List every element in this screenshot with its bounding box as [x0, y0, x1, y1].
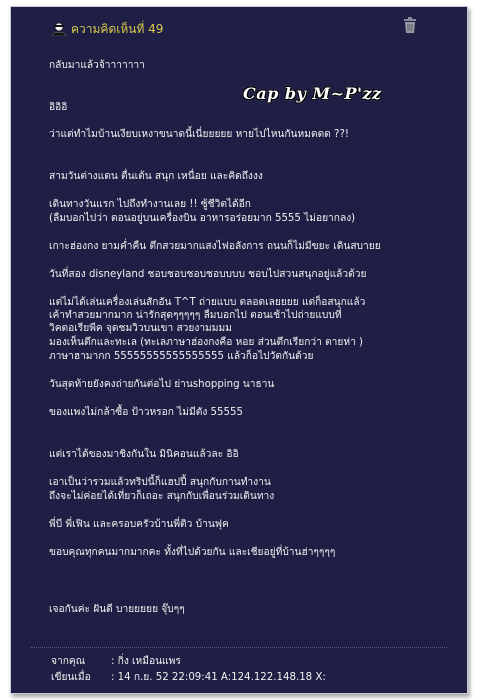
text-line: เจอกันค่ะ ฝันดี บายยยยย จุ๊บๆๆ	[49, 604, 185, 615]
text-line: วิคตอเรียพีค จุดชมวิวบนเขา สวยงามมมม	[49, 323, 232, 334]
text-line: วันสุดท้ายยังคงถ่ายกันต่อไป ย่านshopping นาธาน	[49, 379, 275, 390]
text-line: ของแพงไม่กล้าซื้อ ป้าวหรอก ไม่มีตัง 55555	[49, 407, 243, 418]
footer-divider	[31, 647, 447, 648]
text-line: เดินทางวันแรก ไปถึงทำงานเลย !! ซู้ชีวิตได้อีก	[49, 199, 251, 210]
comment-number: ความคิดเห็นที่ 49	[71, 21, 164, 36]
comment-panel	[10, 6, 468, 694]
text-line: กลับมาแล้วจ้าาาาาาา	[49, 60, 145, 71]
watermark-text: Cap by M~P'zz	[243, 84, 382, 103]
text-line: ว่าแต่ทำไมบ้านเงียบเหงาขนาดนี้เนี่ยยยยย หายไปไหนกันหมดดด ??!	[49, 129, 349, 140]
author-row	[51, 653, 181, 669]
author-label: จากคุณ	[51, 656, 86, 667]
trash-icon[interactable]	[403, 17, 417, 33]
text-line: อิอิอิ	[49, 102, 68, 113]
timestamp-label: เขียนเมื่อ	[51, 672, 91, 683]
text-line: เค้าทำสวยมากมาก น่ารักสุดๆๆๆๆๆ ลืมบอกไป ตอนเช้าไปถ่ายแบบที่	[49, 310, 342, 321]
text-line: เอาเป็นว่ารวมแล้วทริปนี้ก็แฮปปี้ สนุกกับกานทำงาน	[49, 477, 271, 488]
author-name: : กิ่ง เหมือนแพร	[111, 656, 181, 667]
text-line: แต่เราได้ของมาชิงกันใน มินิคอนแล้วละ อิอิ	[49, 449, 239, 460]
text-line: ถึงจะไม่ค่อยได้เที่ยวก็เถอะ สนุกกับเพื่อนร่วมเดินทาง	[49, 491, 275, 502]
text-line: แต่ไม่ได้เล่นเครื่องเล่นสักอัน T^T ถ่ายแบบ ตลอดเลยยยย แต่ก็อสนุกแล้ว	[49, 297, 366, 308]
timestamp-row	[51, 669, 326, 685]
text-line: มองเห็นตึกและทะเล (ทะเลภาษาฮ่องกงคือ หอย ส่วนตึกเรียกว่า ตายห่า )	[49, 337, 364, 348]
text-line: สามวันต่างแดน ตื่นเต้น สนุก เหนื่อย และคิดถึงงง	[49, 171, 263, 182]
text-line: วันที่สอง disneyland ชอบชอบชอบชอบบบบ ชอบไปสวนสนุกอยู่แล้วด้วย	[49, 269, 367, 280]
comment-header	[51, 20, 163, 38]
text-line: ภาษาฮามากก 55555555555555555 แล้วก็อไปวัดกันด้วย	[49, 351, 314, 362]
text-line: (ลืมบอกไปว่า ตอนอยู่บนเครื่องบิน อาหารอร่อยมาก 5555 ไม่อยากลง)	[49, 213, 356, 224]
text-line: ขอบคุณทุกคนมากมากคะ ทั้งที่ไปด้วยกัน และเชียอยู่ที่บ้านฮ่าๆๆๆๆ	[49, 547, 336, 558]
text-line: เกาะฮ่องกง ยามค่ำคืน ตึกสวยมากแสงไฟอลังการ ถนนก็ไม่มีขยะ เดินสบายย	[49, 241, 381, 252]
user-icon	[51, 22, 67, 36]
text-line: พี่บี พี่เฟิน และครอบครัวบ้านพี่ติว บ้านฟุค	[49, 519, 229, 530]
timestamp-value: : 14 ก.ย. 52 22:09:41 A:124.122.148.18 X:	[111, 672, 326, 683]
